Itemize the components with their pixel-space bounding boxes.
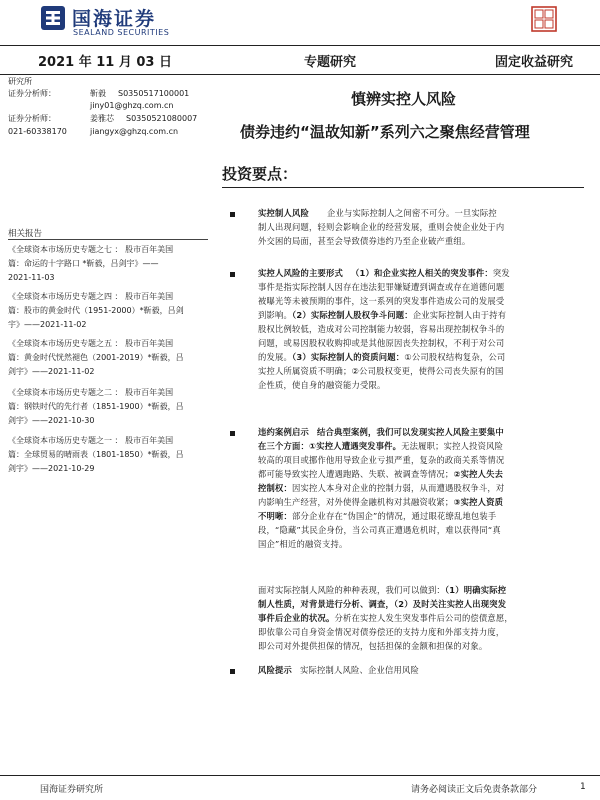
section-title: 投资要点： [222, 165, 298, 183]
analyst2-email[interactable]: jiangyx@ghzq.com.cn [90, 127, 179, 136]
brand-name-en: SEALAND SECURITIES [73, 28, 170, 37]
related-report-item[interactable]: 《全球资本市场历史专题之五 ： 股市百年美国 篇：黄金时代恍然褪色（2001-2019）*靳毅，吕 剑宇》——2021-11-02 [8, 339, 184, 376]
report-type: 专题研究 [304, 55, 357, 70]
bullet-icon [230, 669, 235, 674]
report-title-sub: 债券违约“温故知新”系列六之聚焦经营管理 [240, 123, 530, 141]
footer-divider [0, 775, 600, 776]
bullet-icon [230, 212, 235, 217]
point-2: 实控人风险的主要形式 （1）和企业实控人相关的突发事件：突发 事件是指实际控制人因存在违法犯罪嫌疑遭到调查或存在道德问题 被曝光等未被预期的事件，这一系列的突发事件造成公司的发展受 到影响。（2）实际控制人股权争斗问题：企业实际控制人由于持有 股权比例较低，造成对公司控制能力较弱，容易出现控制权争斗的 问题，或易因股权收购抑或是其他原因丧失控制权，不利于对公司 的发展。（3）实际控制人的资质问题：①公司股权结构复杂，公司 实控人所属资质不明确；②公司股权变更，使得公司丧失原有的国 企性质，使自身的融资能力受限。 [258, 268, 510, 390]
analyst-org: 研究所 [8, 77, 32, 86]
summary-paragraph: 面对实际控制人风险的种种表现，我们可以做到：（1）明确实际控 制人性质，对背景进行分析、调查，（2）及时关注实控人出现突发 事件后企业的状况。分析在实控人发生突发事件后公司的偿债意愿， 即依靠公司自身资金情况对债券偿还的支持力度和外部支持力度， 即公司对外提供担保的情况，包括担保的金额和担保的对象。 [258, 585, 513, 651]
analyst2-name: 姜雅芯 [90, 114, 114, 123]
related-reports-title: 相关报告 [8, 229, 43, 239]
point-1-label: 实控制人风险 [258, 208, 309, 218]
bullet-icon [230, 272, 235, 277]
related-report-item[interactable]: 《全球资本市场历史专题之七 ： 股市百年美国 篇：命运的十字路口 *靳毅，吕剑宇》—— 2021-11-03 [8, 245, 174, 282]
bullet-icon [230, 431, 235, 436]
analyst1-label: 证券分析师： [8, 89, 56, 98]
risk-text: 实际控制人风险、企业信用风险 [300, 665, 419, 675]
analyst1-email[interactable]: jiny01@ghzq.com.cn [90, 101, 174, 110]
risk-label: 风险提示 [258, 665, 292, 675]
related-divider [8, 239, 208, 240]
section-divider [222, 187, 584, 188]
point-3: 违约案例启示 结合典型案例，我们可以发现实控人风险主要集中 在三个方面：①实控人遭遇突发事件。无法履职；实控人投资风险 较高的项目或挪作他用导致企业亏损严重，复杂的政商关系等情况 都可能导致实控人遭遇跑路、失联、被调查等情况；②实控人失去 控制权：因实控人本身对企业的控制力弱，从而遭遇股权争斗，对 内影响生产经营，对外使得金融机构对其融资收紧；③实控人资质 不明晰：部分企业存在“伪国企”的情况，通过眼花缭乱地包装手 段，“隐藏”其民企身份，当公司真正遭遇危机时，难以获得同“真 国企”相近的融资支持。 [258, 427, 505, 549]
report-title-main: 慎辨实控人风险 [351, 90, 457, 108]
analyst2-id: S0350521080007 [126, 114, 198, 123]
brand-name-cn: 国海证券 [72, 8, 157, 30]
point-1: 实控制人风险 企业与实际控制人之间密不可分。一旦实际控 制人出现问题，轻则会影响企业的经营发展，重则会使企业处于内 外交困的局面，甚至会导致债券违约乃至企业破产重组。 [258, 208, 505, 246]
related-report-item[interactable]: 《全球资本市场历史专题之一 ： 股市百年美国 篇：全球贸易的晴雨表（1801-1850）*靳毅，吕 剑宇》——2021-10-29 [8, 436, 184, 473]
footer-org: 国海证券研究所 [40, 785, 104, 795]
related-report-item[interactable]: 《全球资本市场历史专题之四 ： 股市百年美国 篇：股市的黄金时代（1951-2000）*靳毅，吕剑 宇》——2021-11-02 [8, 292, 184, 329]
page-number: 1 [580, 782, 586, 792]
report-category: 固定收益研究 [495, 55, 574, 70]
footer-disclaimer: 请务必阅读正文后免责条款部分 [411, 785, 538, 795]
report-date: 2021 年 11 月 03 日 [38, 55, 172, 70]
seal-stamp-icon [531, 6, 557, 32]
analyst-phone: 021-60338170 [8, 127, 67, 136]
risk-note [258, 663, 585, 677]
analyst2-label: 证券分析师： [8, 114, 56, 123]
analyst1-id: S0350517100001 [118, 89, 190, 98]
analyst1-name: 靳毅 [90, 89, 106, 98]
related-report-item[interactable]: 《全球资本市场历史专题之二 ： 股市百年美国 篇：钢铁时代的先行者（1851-1900）*靳毅，吕 剑宇》——2021-10-30 [8, 388, 184, 425]
logo-icon [40, 5, 66, 31]
